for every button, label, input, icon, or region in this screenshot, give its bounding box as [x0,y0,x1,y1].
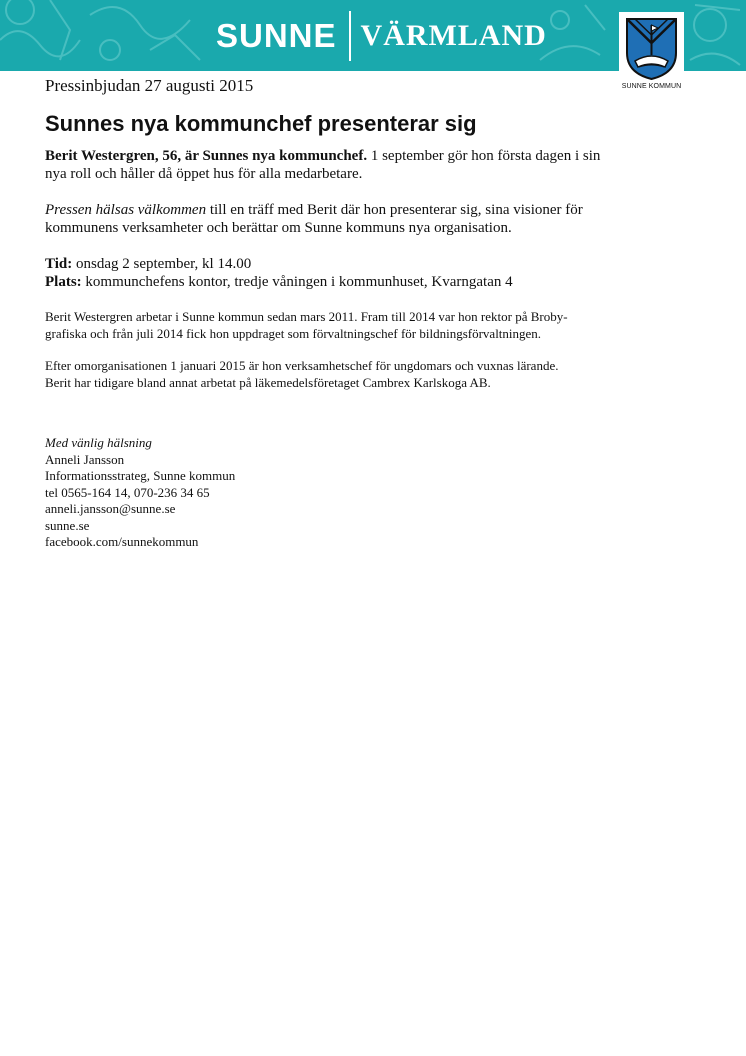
press-release [45,76,615,551]
bio-line-2: grafiska och från juli 2014 fick hon uppdraget som förvaltningschef för bildningsförvaltningen. [45,325,542,341]
bio-block-1 [45,309,615,342]
greeting-text: Med vänlig hälsning [45,435,152,450]
invite-rest: till en träff med Berit där hon presenterar sig, sina visioner för kommunens verksamheter och berättar om Sunne kommuns nya organisation. [45,202,583,236]
lead-rest: 1 september gör hon första dagen i sin nya roll och håller då öppet hus för alla medarbetare. [45,148,601,182]
signature-phone: tel 0565-164 14, 070-236 34 65 [45,484,210,500]
signature-role: Informationsstrateg, Sunne kommun [45,468,236,483]
bio-line-4: Berit har tidigare bland annat arbetat på läkemedelsföretaget Cambrex Karlskoga AB. [45,374,491,390]
signature-facebook[interactable]: facebook.com/sunnekommun [45,534,199,549]
brand-wordmark [216,12,547,60]
bio-line-1: Berit Westergren arbetar i Sunne kommun sedan mars 2011. Fram till 2014 var hon rektor på Broby- [45,309,568,324]
coat-of-arms-icon [625,17,678,81]
lead-paragraph [45,147,615,183]
signature-greeting [45,435,615,452]
invite-paragraph [45,201,615,237]
brand-varmland: VÄRMLAND [360,19,547,52]
place-value: kommunchefens kontor, tredje våningen i kommunhuset, Kvarngatan 4 [81,274,513,290]
invite-italic: Pressen hälsas välkommen [45,202,207,218]
bio-line-3: Efter omorganisationen 1 januari 2015 är hon verksamhetschef för ungdomars och vuxnas lärande. [45,358,559,373]
bio-block-2 [45,358,615,391]
time-line [45,255,615,273]
lead-bold: Berit Westergren, 56, är Sunnes nya kommunchef. [45,148,368,164]
crest-caption: SUNNE KOMMUN [621,83,682,90]
signature-email[interactable]: anneli.jansson@sunne.se [45,501,176,516]
signature-website[interactable]: sunne.se [45,517,90,533]
brand-sunne: SUNNE [216,17,337,54]
place-line [45,273,615,291]
date-line: Pressinbjudan 27 augusti 2015 [45,76,254,95]
crest-logo [619,12,684,95]
signature-name: Anneli Jansson [45,451,125,467]
time-value: onsdag 2 september, kl 14.00 [72,256,252,272]
brand-divider [349,11,351,61]
place-label: Plats: [45,274,82,290]
time-label: Tid: [45,256,73,272]
page-title: Sunnes nya kommunchef presenterar sig [45,111,477,136]
signature [45,435,615,551]
